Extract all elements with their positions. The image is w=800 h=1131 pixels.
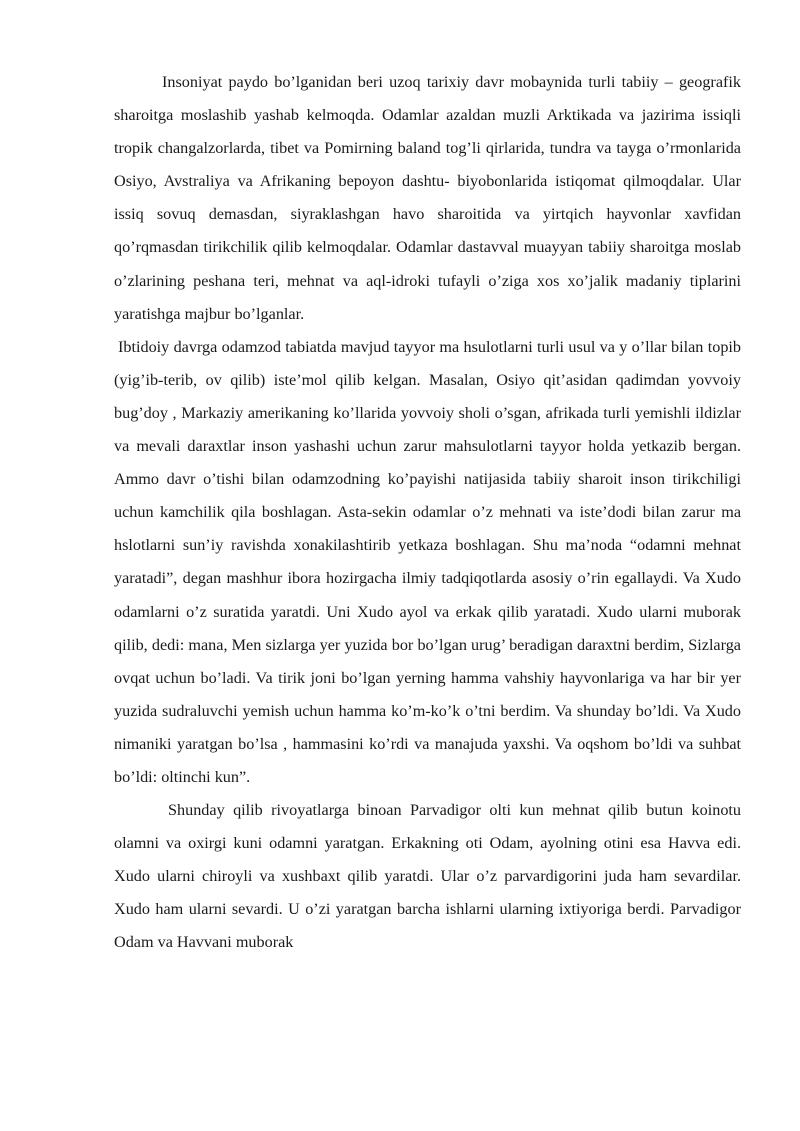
paragraph-3: Shunday qilib rivoyatlarga binoan Parvadigor olti kun mehnat qilib butun koinotu olamni va oxirgi kuni odamni yaratgan. Erkakning oti Odam, ayolning otini esa Havva edi. Xudo ularni chiroyli va xushbaxt qilib yaratdi. Ular o’z parvardigorini juda ham sevardilar. Xudo ham ularni sevardi. U o’zi yaratgan barcha ishlarni ularning ixtiyoriga berdi. Parvadigor Odam va Havvani muborak — [114, 801, 741, 952]
paragraph-1: Insoniyat paydo bo’lganidan beri uzoq tarixiy davr mobaynida turli tabiiy – geografik sharoitga moslashib yashab kelmoqda. Odamlar azaldan muzli Arktikada va jazirima issiqli tropik changalzorlarda, tibet va Pomirning baland tog’li qirlarida, tundra va tayga o’rmonlarida Osiyo, Avstraliya va Afrikaning bepoyon dashtu- biyobonlarida istiqomat qilmoqdalar. Ular issiq sovuq demasdan, siyraklashgan havo sharoitida va yirtqich hayvonlar xavfidan qo’rqmasdan tirikchilik qilib kelmoqdalar. Odamlar dastavval muayyan tabiiy sharoitga moslab o’zlarining peshana teri, mehnat va aql-idroki tufayli o’ziga xos xo’jalik madaniy tiplarini yaratishga majbur bo’lganlar. — [114, 73, 741, 323]
paragraph-2: Ibtidoiy davrga odamzod tabiatda mavjud tayyor ma hsulotlarni turli usul va y o’llar bilan topib (yig’ib-terib, ov qilib) iste’mol qilib kelgan. Masalan, Osiyo qit’asidan qadimdan yovvoiy bug’doy , Markaziy amerikaning ko’llarida yovvoiy sholi o’sgan, afrikada turli yemishli ildizlar va mevali daraxtlar inson yashashi uchun zarur mahsulotlarni tayyor holda yetkazib bergan. Ammo davr o’tishi bilan odamzodning ko’payishi natijasida tabiiy sharoit inson tirikchiligi uchun kamchilik qila boshlagan. Asta-sekin odamlar o’z mehnati va iste’dodi bilan zarur ma hslotlarni sun’iy ravishda xonakilashtirib yetkaza boshlagan. Shu ma’noda “odamni mehnat yaratadi”, degan mashhur ibora hozirgacha ilmiy tadqiqotlarda asosiy o’rin egallaydi. Va Xudo odamlarni o’z suratida yaratdi. Uni Xudo ayol va erkak qilib yaratadi. Xudo ularni muborak qilib, dedi: mana, Men sizlarga yer yuzida bor bo’lgan urug’ beradigan daraxtni berdim, Sizlarga ovqat uchun bo’ladi. Va tirik joni bo’lgan yerning hamma vahshiy hayvonlariga va har bir yer yuzida sudraluvchi yemish uchun hamma ko’m-ko’k o’tni berdim. Va shunday bo’ldi. Va Xudo nimaniki yaratgan bo’lsa , hammasini ko’rdi va manajuda yaxshi. Va oqshom bo’ldi va suhbat bo’ldi: oltinchi kun”. — [114, 337, 741, 786]
document-body — [114, 66, 741, 960]
